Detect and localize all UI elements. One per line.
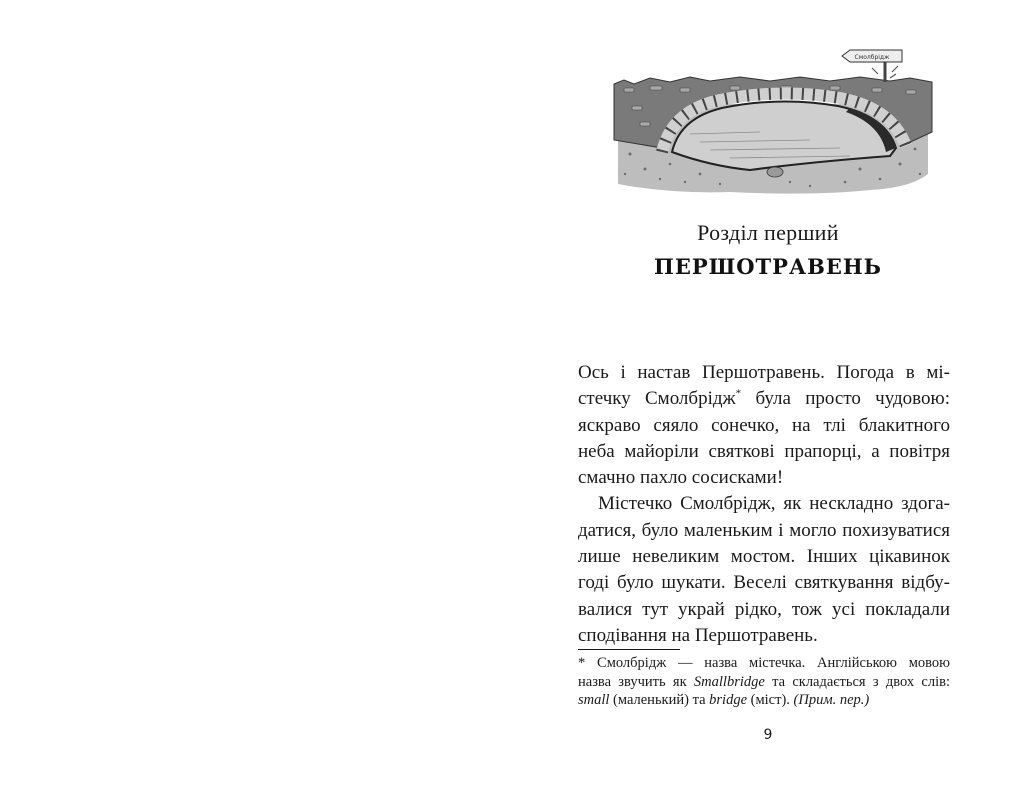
text-line: неба майоріли святкові прапорці, а повітря bbox=[578, 440, 950, 462]
text-fragment: та складається з двох слів: bbox=[764, 673, 950, 690]
text-fragment: стечку Смолбрідж bbox=[578, 388, 736, 410]
bridge-illustration bbox=[610, 44, 936, 200]
paragraph-2 bbox=[578, 491, 950, 649]
text-fragment: назва звучить як bbox=[578, 673, 694, 690]
footnote-marker[interactable]: * bbox=[735, 387, 742, 400]
text-fragment: (маленький) та bbox=[609, 692, 710, 708]
chapter-label: Розділ перший bbox=[697, 220, 839, 245]
italic-term: small bbox=[578, 692, 610, 708]
italic-term: bridge bbox=[709, 692, 748, 708]
chapter-title: ПЕРШОТРАВЕНЬ bbox=[654, 254, 882, 279]
footnote-line: * Смолбрідж — назва містечка. Англійською мовою bbox=[578, 655, 950, 671]
text-line: сподівання на Першотравень. bbox=[578, 624, 818, 646]
paragraph-1 bbox=[578, 360, 950, 491]
text-line: смачно пахло сосисками! bbox=[578, 467, 784, 489]
footnote-line bbox=[578, 673, 950, 692]
text-line: Містечко Смолбрідж, як нескладно здога- bbox=[598, 493, 950, 515]
text-line: годі було шукати. Веселі святкування відбу- bbox=[578, 572, 950, 594]
footnote-line bbox=[578, 691, 950, 710]
signpost-label: Смолбрідж bbox=[854, 54, 890, 61]
right-page bbox=[512, 0, 1024, 788]
text-line: датися, було маленьким і могло похизуватися bbox=[578, 519, 950, 541]
chapter-body bbox=[578, 360, 950, 649]
text-line: валися тут украй рідко, тож усі покладали bbox=[578, 598, 950, 620]
footnote-divider bbox=[578, 649, 680, 650]
text-fragment: (міст). bbox=[747, 692, 794, 708]
page-number: 9 bbox=[763, 727, 773, 743]
footnote bbox=[578, 654, 950, 710]
text-fragment: була просто чудовою: bbox=[741, 388, 950, 410]
translator-note: (Прим. пер.) bbox=[793, 692, 870, 708]
text-line bbox=[578, 386, 950, 412]
text-line: лише невеликим мостом. Інших цікавинок bbox=[578, 546, 950, 568]
italic-term: Smallbridge bbox=[693, 673, 765, 690]
text-line: яскраво сяяло сонечко, на тлі блакитного bbox=[578, 414, 950, 436]
text-line: Ось і настав Першотравень. Погода в мі- bbox=[578, 362, 950, 383]
